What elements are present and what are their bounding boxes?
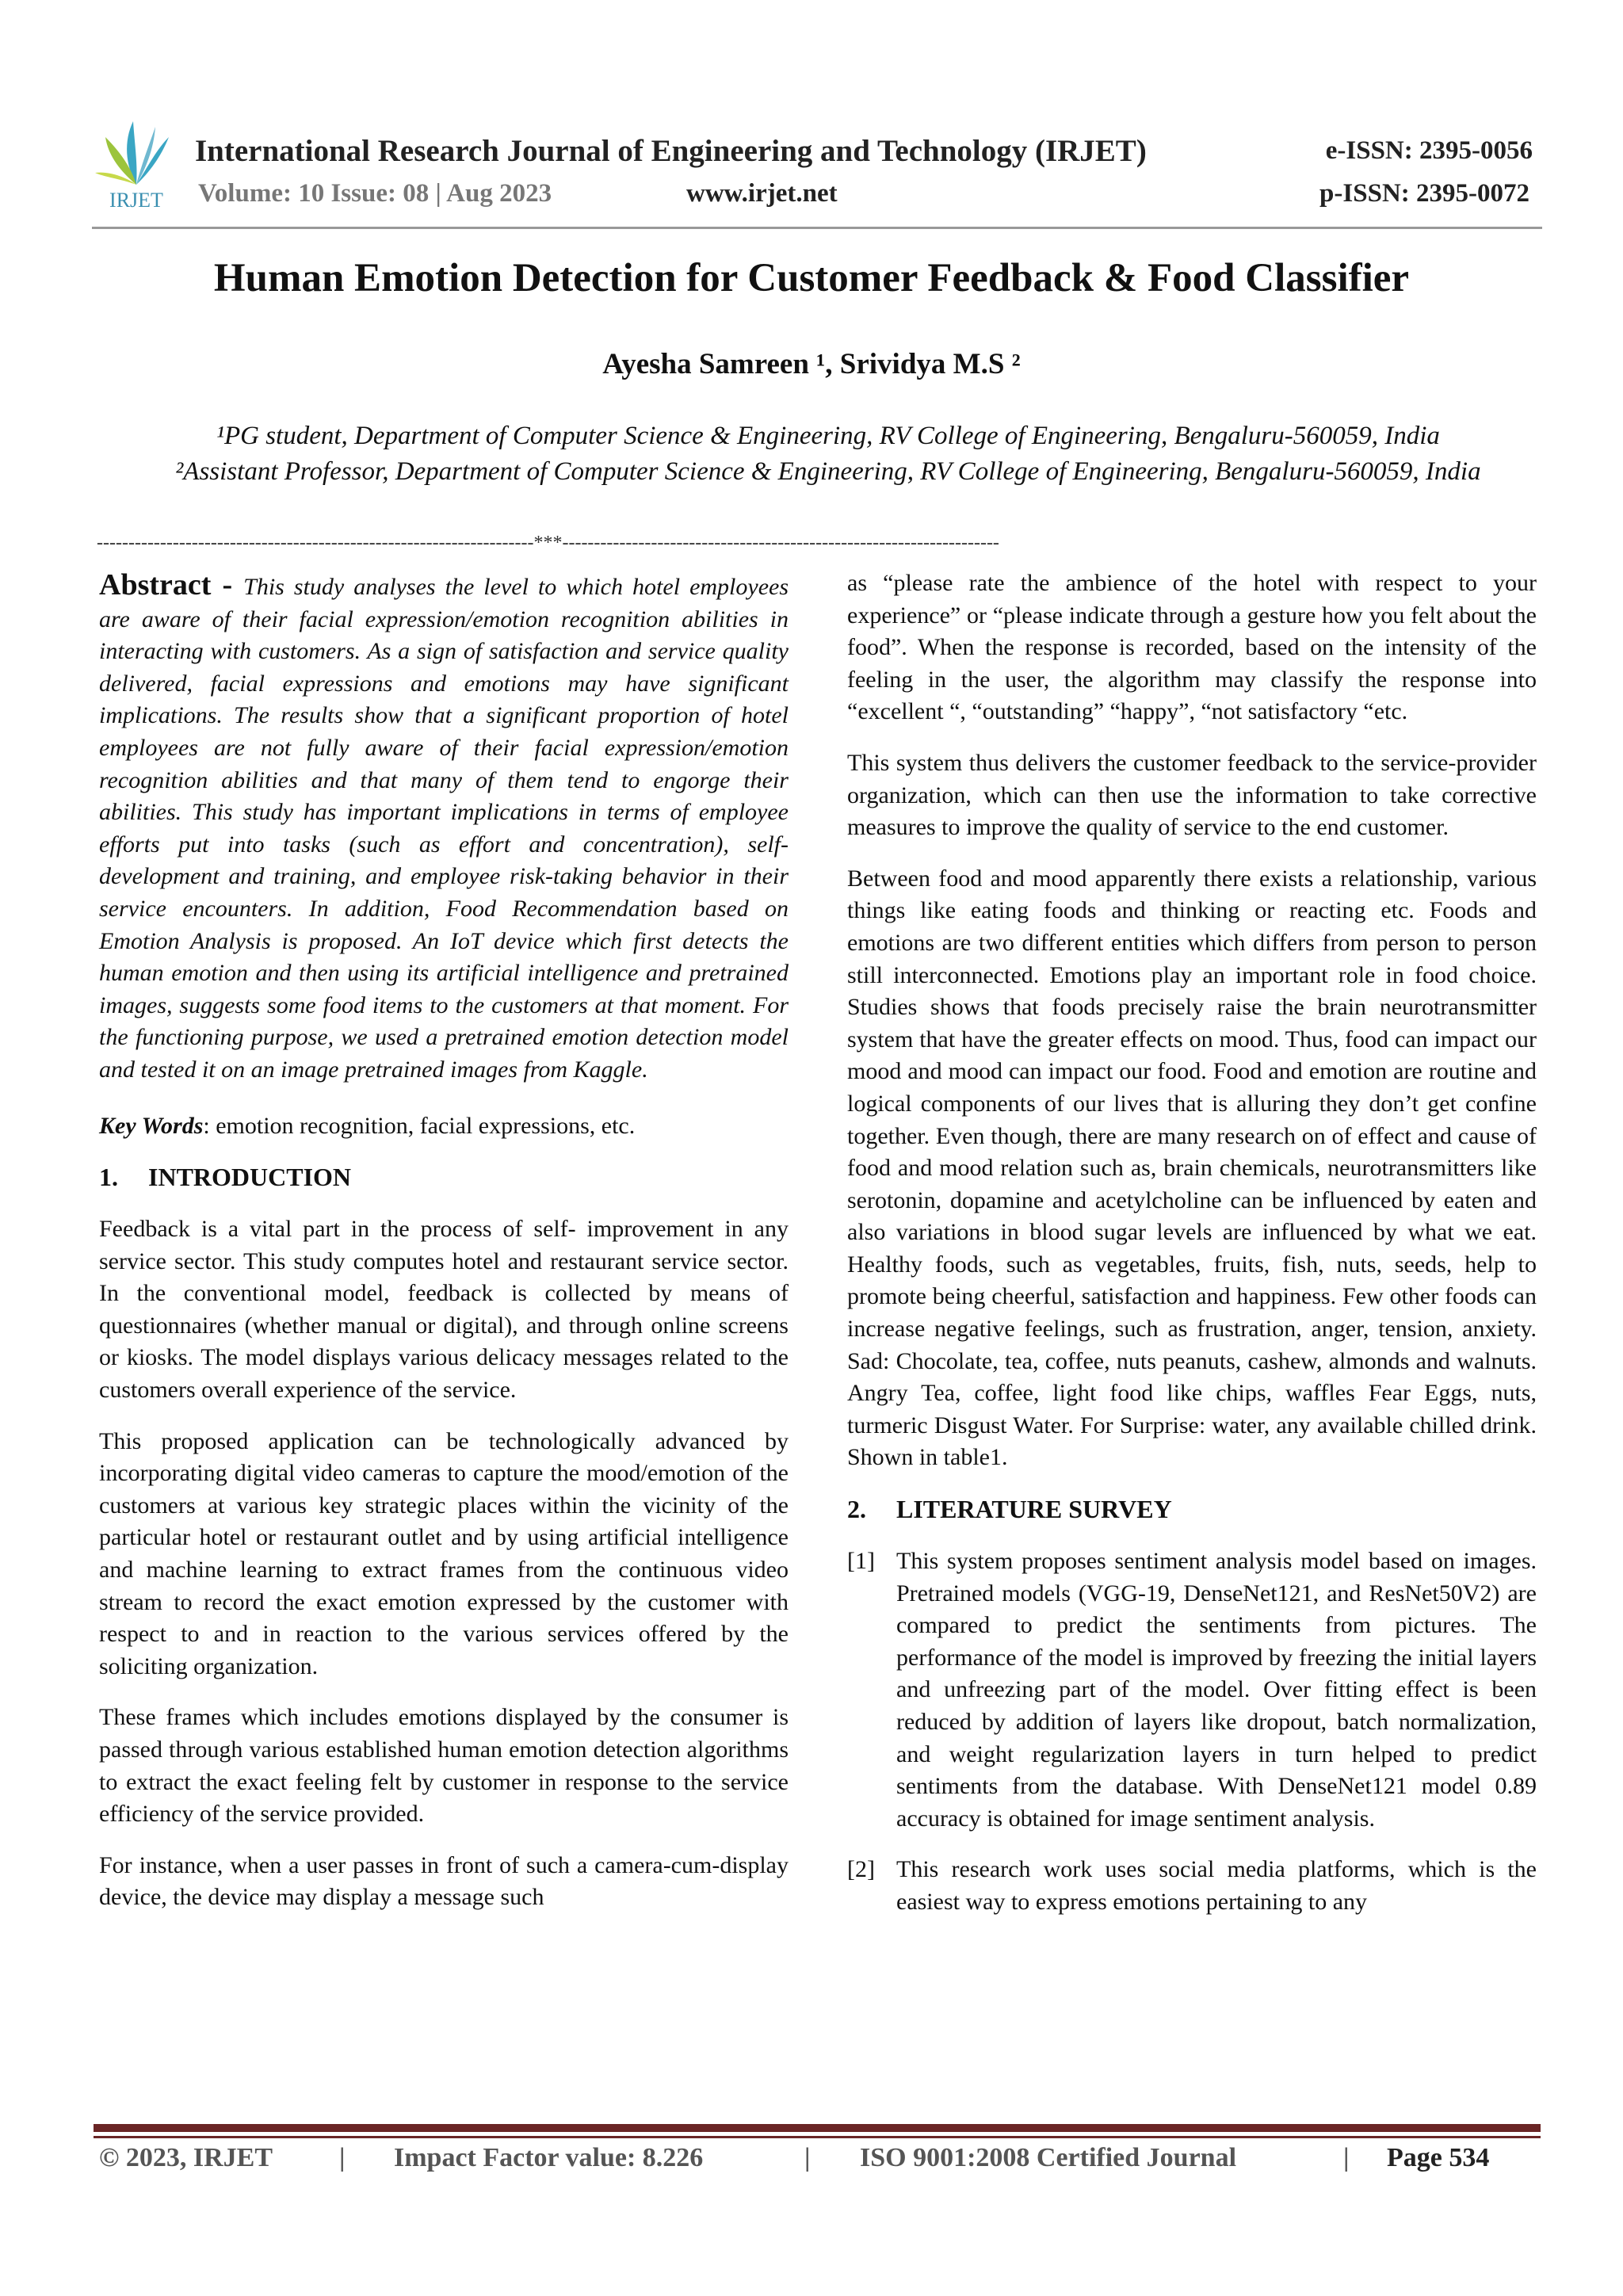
footer-divider: |: [339, 2143, 346, 2172]
right-column: [847, 567, 1537, 1938]
section-heading-introduction: 1. INTRODUCTION: [99, 1163, 352, 1192]
footer-divider: |: [804, 2143, 811, 2172]
pissn: p-ISSN: 2395-0072: [1319, 179, 1529, 208]
paragraph: For instance, when a user passes in front of such a camera-cum-display device, the device may display a message such: [99, 1851, 789, 1911]
paragraph: Feedback is a vital part in the process of self- improvement in any service sector. This study computes hotel and restaurant service sector. In the conventional model, feedback is collected by means of questionnaires (whether manual or digital), and through online screens or kiosks. The model displays various delicacy messages related to the customers overall experience of the service.: [99, 1216, 789, 1404]
abstract-label: Abstract -: [99, 568, 244, 602]
keywords-text: : emotion recognition, facial expressions, etc.: [203, 1112, 636, 1139]
reference-item: [2] This research work uses social media platforms, which is the easiest way to express emotions pertaining to any: [847, 1856, 1537, 1915]
journal-name: International Research Journal of Engineering and Technology (IRJET): [195, 134, 1147, 168]
paragraph: as “please rate the ambience of the hotel with respect to your experience” or “please indicate through a gesture how you felt about the food”. When the response is recorded, based on the intensity of the feeling in the user, the algorithm may classify the response into “excellent “, “outstanding” “happy”, “not satisfactory “etc.: [847, 570, 1537, 725]
paragraph: This system thus delivers the customer feedback to the service-provider organization, which can then use the information to take corrective measures to improve the quality of service to the end customer.: [847, 749, 1537, 841]
keywords-label: Key Words: [99, 1112, 204, 1139]
paragraph: This proposed application can be technologically advanced by incorporating digital video cameras to capture the mood/emotion of the customers at various key strategic places within the vicinity of the particular hotel or restaurant outlet and by using artificial intelligence and machine learning to extract frames from the continuous video stream to record the exact emotion expressed by the customer with respect to and in reaction to the various services offered by the soliciting organization.: [99, 1427, 789, 1679]
affiliations: [119, 418, 1537, 490]
section-heading-literature-survey: 2. LITERATURE SURVEY: [847, 1495, 1172, 1524]
reference-item: [1] This system proposes sentiment analysis model based on images. Pretrained models (VGG-19, DenseNet121, and ResNet50V2) are compared to predict the sentiments from pictures. The performance of the model is improved by freezing the initial layers and unfreezing part of the model. Over fitting effect is been reduced by addition of layers like dropout, batch normalization, and weight regularization layers in turn helped to predict sentiments from the database. With DenseNet121 model 0.89 accuracy is obtained for image sentiment analysis.: [847, 1548, 1537, 1832]
footer-impact-factor: Impact Factor value: 8.226: [394, 2143, 704, 2172]
keywords: [99, 1110, 789, 1143]
left-column: [99, 569, 789, 1933]
footer-iso: ISO 9001:2008 Certified Journal: [860, 2143, 1237, 2172]
paper-title: Human Emotion Detection for Customer Feedback & Food Classifier: [213, 256, 1410, 300]
affiliation-1: ¹PG student, Department of Computer Science & Engineering, RV College of Engineering, Bengaluru-560059, India: [216, 422, 1440, 450]
paragraph: These frames which includes emotions displayed by the consumer is passed through various established human emotion detection algorithms to extract the exact feeling felt by customer in response to the service efficiency of the service provided.: [99, 1704, 789, 1828]
paragraph: Between food and mood apparently there exists a relationship, various things like eating foods and thinking or reacting etc. Foods and emotions are two different entities which differs from person to person still interconnected. Emotions play an important role in food choice. Studies shows that foods precisely raise the brain neurotransmitter system that have the greater effects on mood. Thus, food can impact our mood and mood can impact our food. Food and emotion are routine and logical components of our lives that is alluring they don’t get confine together. Even though, there are many research on of effect and cause of food and mood relation such as, brain chemicals, neurotransmitters like serotonin, dopamine and acetylcholine can be influenced by eaten and also variations in blood sugar levels are influenced by what we eat. Healthy foods, such as vegetables, fruits, fish, nuts, seeds, help to promote being cheerful, satisfaction and happiness. Few other foods can increase negative feelings, such as frustration, anger, tension, anxiety. Sad: Chocolate, tea, coffee, nuts peanuts, cashew, almonds and walnuts. Angry Tea, coffee, light food like chips, waffles Fear Eggs, nuts, turmeric Disgust Water. For Surprise: water, any available chilled drink. Shown in table1.: [847, 865, 1537, 1471]
paper-authors: Ayesha Samreen ¹, Srividya M.S ²: [602, 348, 1021, 380]
footer-rule-thin: [94, 2136, 1541, 2138]
footer-page-number: Page 534: [1387, 2143, 1490, 2172]
volume-info: Volume: 10 Issue: 08 | Aug 2023: [198, 179, 552, 208]
irjet-logo: IRJET: [94, 117, 179, 212]
affiliation-2: ²Assistant Professor, Department of Computer Science & Engineering, RV College of Engineering, Bengaluru-560059, India: [175, 457, 1481, 486]
footer-divider: |: [1343, 2143, 1350, 2172]
journal-url[interactable]: www.irjet.net: [686, 179, 838, 208]
abstract: [99, 569, 789, 1087]
header-rule: [92, 227, 1542, 229]
eissn: e-ISSN: 2395-0056: [1325, 136, 1533, 165]
footer-rule: [94, 2124, 1541, 2132]
abstract-text: This study analyses the level to which hotel employees are aware of their facial expression/emotion recognition abilities in interacting with customers. As a sign of satisfaction and service quality delivered, facial expressions and emotions may have significant implications. The results show that a significant proportion of hotel employees are not fully aware of their facial expression/emotion recognition abilities and that many of them tend to engorge their abilities. This study has important implications in terms of employee efforts put into tasks (such as effort and concentration), self-development and training, and employee risk-taking behavior in their service encounters. In addition, Food Recommendation based on Emotion Analysis is proposed. An IoT device which first detects the human emotion and then using its artificial intelligence and pretrained images, suggests some food items to the customers at that moment. For the functioning purpose, we used a pretrained emotion detection model and tested it on an image pretrained images from Kaggle.: [99, 574, 789, 1083]
footer-copyright: © 2023, IRJET: [99, 2143, 273, 2172]
section-separator: ---------------------------------------------------------------------***---------------------------------------------------------------------: [97, 533, 999, 553]
